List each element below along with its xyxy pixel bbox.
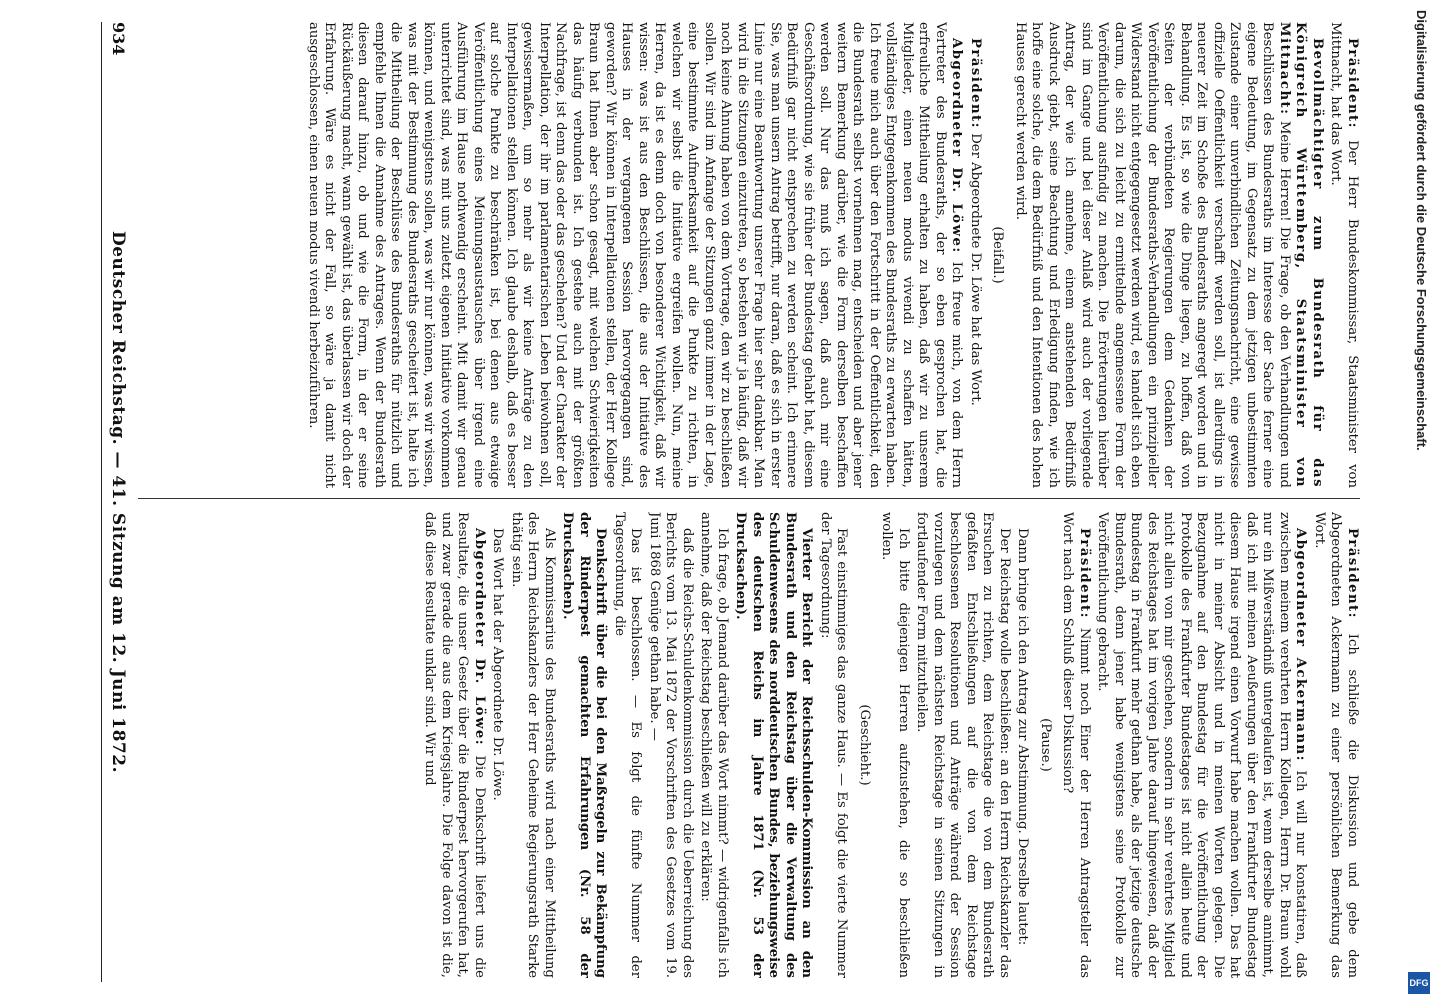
paragraph-text: Nimmt noch Einer der Herren Antragsteller das Wort nach dem Schluß dieser Diskussion? — [1060, 512, 1092, 978]
left-column — [138, 22, 1360, 488]
paragraph — [1014, 512, 1031, 978]
speaker-name: Präsident: — [1345, 38, 1360, 130]
speaker-name: Abgeordneter Dr. Löwe: — [949, 38, 965, 254]
speaker-name: Bevollmächtigter zum Bundesrath für das Königreich Württemberg, Staatsminister von Mittnacht: — [1277, 22, 1325, 488]
paragraph-text: Ich freue mich, von dem Herrn Vertreter des Bundesraths, der so eben gesprochen hat, die erfreuliche Mittheilung erhalten zu haben, daß wir zu unserem Mitglieder, einen neuen modus vivendi zu schaffen hätten, vollständiges Entgegenkommen des Bundesraths zu erwarten haben. Ich freue mich auch über den Fortschritt in der Oeffentlichkeit, den die Bundesrath selbst vornehmen mag, entscheiden und aber jener weitern Bemerkung darüber, wie die Form derselben beschaffen werden soll. Nur das muß ich sagen, daß auch mir eine Geschäftsordnung, wie sie früher der Bundestag gehabt hat, diesem Bedürfniß gar nicht entsprechen zu werden scheint. Ich erinnere Sie, was man unsern Antrag betrifft, nur daran, daß es sich in erster Linie nur eine Beantwortung unserer Frage hier sehr dankbar. Man wird in die Sitzungen einzutreten, so bestehen wir ja häufig, daß wir noch keine Ahnung haben von dem Vortrage, den wir zu beschließen sollen. Wir sind im Anfange der Sitzungen ganz immer in der Lage, eine bestimmte Aufmerksamkeit auf die Punkte zu richten, in welchen wir selbst die Initiative ergreifen wollen. Nun, meine Herren, da ist es denn doch von besonderer Wichtigkeit, daß wir wissen: was ist aus den Beschlüssen, die aus der Initiative des Hauses in der vergangenen Session hervorgegangen sind, geworden? Wir können in Interpellationen stellen, der Herr Kollege Braun hat Ihnen aber schon gesagt, mit welchen Schwierigkeiten das häufig verbunden ist. Ich gestehe auch mit der größten Nachfrage, ist denn das oder das geschehen? Und der Charakter der Interpellation, der ihr im parlamentarischen Leben beiwohnen soll, gewissermaßen, um so mehr als wir keine Anträge zu den Interpellationen stellen können. Ich glaube deshalb, daß es besser auf solche Punkte zu beschränken ist, bei denen aus etwaige Veröffentlichung eines Meinungsaustausches über irgend eine Ausführung im Hause nothwendig erscheint. Mit damit wir genau unterrichtet sind, was mit uns zuletzt eigenen Initiative vorkommen können, und wenigstens sollen, was wir nur können, was wir wissen, was mit der Bestimmung des Bundesraths gescheitert ist, halte ich die Mittheilung der Beschlüsse des Bundesraths für nützlich und empfehle Ihnen die Annahme des Antrages. Wenn der Bundesrath diesen darauf hinzu, ob und wie die Form, in der er seine Rückäußerung macht, wann gewählt ist, das überlassen wir doch der Erfahrung. Wäre es nicht der Fall, so wäre ja damit nicht ausgeschlossen, einen neuen modus vivendi herbeizuführen. — [306, 22, 965, 488]
stage-direction: (Beifall.) — [990, 226, 1006, 284]
agenda-item: Vierter Bericht der Reichsschulden-Kommission an den Bundesrath und den Reichstag über die Verwaltung des Schuldenwesens des norddeutschen Bundes, beziehungsweise des deutschen Reichs im Jahre 1871 (Nr. 53 der Drucksachen). — [733, 512, 815, 978]
paragraph-text: Ich will nur konstatiren, daß zwischen meinem verehrten Herrn Kollegen, Herrn Dr. Braun wohl nur ein Mißverständniß untergelaufen ist, wenn derselbe annimmt, daß ich mit meinen Aeußerungen über den Frankfurter Bundestag diesem Hause irgend einen Vorwurf habe machen wollen. Das hat nicht in meiner Absicht und in meinen Worten gelegen. Die Bezugnahme auf den Bundestag für die Veröffentlichung der Protokolle des Frankfurter Bundestages ist nicht allein heute und nicht allein von mir geschehen, sondern in sehr verehrtes Mitglied des Reichstages hat im vorigen Jahre darauf hingewiesen, daß der Bundestag in Frankfurt mehr gethan habe, als der jetzige deutsche Bundesrath, denn jener habe wenigstens seine Protokolle zur Veröffentlichung gebracht. — [1095, 512, 1309, 978]
digitization-footer — [1405, 0, 1432, 1000]
paragraph — [611, 512, 644, 978]
paragraph — [1311, 512, 1361, 978]
speaker-name: Abgeordneter Ackermann: — [1293, 528, 1309, 762]
paragraph-text: Ich schließe die Diskussion und gebe dem Abgeordneten Ackermann zu einer persönlichen Bemerkung das Wort. — [1312, 512, 1360, 978]
paragraph — [305, 22, 965, 488]
paragraph-text: Ich bitte diejenigen Herren aufzustehen, die so beschließen wollen. — [879, 512, 911, 978]
speaker-name: Präsident: — [1345, 528, 1360, 620]
paragraph — [817, 512, 850, 978]
paragraph — [1094, 512, 1309, 978]
paragraph-text: Der Herr Bundeskommissar, Staatsminister von Mittnacht, hat das Wort. — [1328, 22, 1360, 488]
paragraph-text: Dann bringe ich den Antrag zur Abstimmung. Derselbe lautet: — [1015, 528, 1031, 946]
stage-direction: (Geschieht.) — [857, 704, 872, 786]
paragraph — [646, 512, 696, 978]
paragraph — [421, 512, 487, 978]
paragraph-text: Ich frage, ob Jemand darüber das Wort nimmt? — widrigenfalls ich annehme, daß der Reichstag beschließen will zu erklären: — [698, 512, 730, 978]
paragraph — [878, 512, 911, 978]
page-title: Deutscher Reichstag. — 41. Sitzung am 12. Juni 1872. — [108, 231, 128, 773]
page-number: 934 — [109, 22, 128, 56]
stage-direction: (Pause.) — [1038, 718, 1053, 772]
right-column — [138, 512, 1360, 978]
speaker-name: Präsident: — [968, 38, 983, 130]
footer-credit: Digitalisierung gefördert durch die Deutsche Forschungsgemeinschaft. — [1414, 10, 1429, 451]
paragraph — [967, 22, 984, 488]
motion-text: Der Reichstag wolle beschließen: an den Herrn Reichskanzler das Ersuchen zu richten, dem Reichstage die von dem Bundesrath gefaßten Entschließungen auf die von dem Reichstage beschlossenen Resolutionen und Anträge während der Session vorzulegen und dem nächsten Reichstage in seinen Sitzungen in fortlaufender Form mitzutheilen. — [914, 512, 1012, 978]
agenda-item: Denkschrift über die bei den Maßregeln zur Bekämpfung der Rinderpest gemachten Erfahrungen (Nr. 58 der Drucksachen). — [560, 512, 609, 978]
paragraph-text: Das Wort hat der Abgeordnete Dr. Löwe. — [490, 528, 506, 801]
page-header — [102, 22, 132, 982]
paragraph — [489, 512, 506, 978]
paragraph-text: daß die Reichs-Schuldenkommission durch die Ueberreichung des Berichts vom 13. Mai 1872 der Vorschriften des Gesetzes vom 19. Juni 1868 Genüge gethan habe. — — [647, 512, 695, 978]
paragraph — [1059, 512, 1092, 978]
paragraph-text: Die Denkschrift liefert uns die Resultate, die unser Gesetz über die Rinderpest hervorgerufen hat, und zwar gerade die aus dem Kriegsjahre. Die Folge davon ist die, daß diese Resultate unklar sind. Wir und — [422, 512, 487, 978]
paragraph-text: Meine Herren! Die Frage, ob den Verhandlungen und Beschlüssen des Bundesraths im Interesse der Sache ferner eine eigene Bedeutung, im Gegensatz zu dem jetzigen unbestimmten Zustande einer unverbindlichen Zeitungsnachricht, eine gewisse offizielle Oeffentlichkeit verschafft werden soll, ist allerdings in neuerer Zeit im Schoße des Bundesraths angeregt worden und in Behandlung. Es ist, so wie die Dinge liegen, zu hoffen, daß von Seiten der verbündeten Regierungen dem Gedanken der Veröffentlichung der Bundesraths-Verhandlungen ein prinzipieller Widerstand nicht entgegengesetzt werden wird, es handelt sich eben darum, die sich zu leicht zu ermittelnde angemessene Form der Veröffentlichung ausfindig zu machen. Die Erörterungen hierüber sind im Gange und bei dieser Anlaß wird auch der vorliegende Antrag, der wie ich annehme, einem anstehenden Bedürfniß Ausdruck giebt, seine Beachtung und Erledigung finden, wie ich hoffe eine solche, die dem Bedürfniß und den Intentionen des hohen Hauses gerecht werden wird. — [1013, 22, 1292, 488]
header-rule — [101, 22, 102, 982]
paragraph-text: Der Abgeordnete Dr. Löwe hat das Wort. — [968, 133, 983, 406]
speaker-name: Abgeordneter Dr. Löwe: — [472, 528, 487, 747]
paragraph — [1012, 22, 1326, 488]
paragraph-text: Als Kommissarius des Bundesraths wird nach einer Mittheilung des Herrn Reichskanzlers der Herr Geheime Regierungsrath Starke thätig sein. — [509, 512, 557, 978]
dfg-logo: DFG — [1408, 972, 1430, 994]
paragraph-text: Fast einstimmiges das ganze Haus. — Es folgt die vierte Nummer der Tagesordnung: — [818, 512, 850, 978]
column-divider — [138, 498, 1360, 499]
paragraph — [508, 512, 558, 978]
paragraph — [697, 512, 730, 978]
speaker-name: Präsident: — [1077, 528, 1092, 620]
paragraph-text: Das ist beschlossen. — Es folgt die fünfte Nummer der Tagesordnung, die — [612, 512, 644, 978]
paragraph — [1327, 22, 1360, 488]
